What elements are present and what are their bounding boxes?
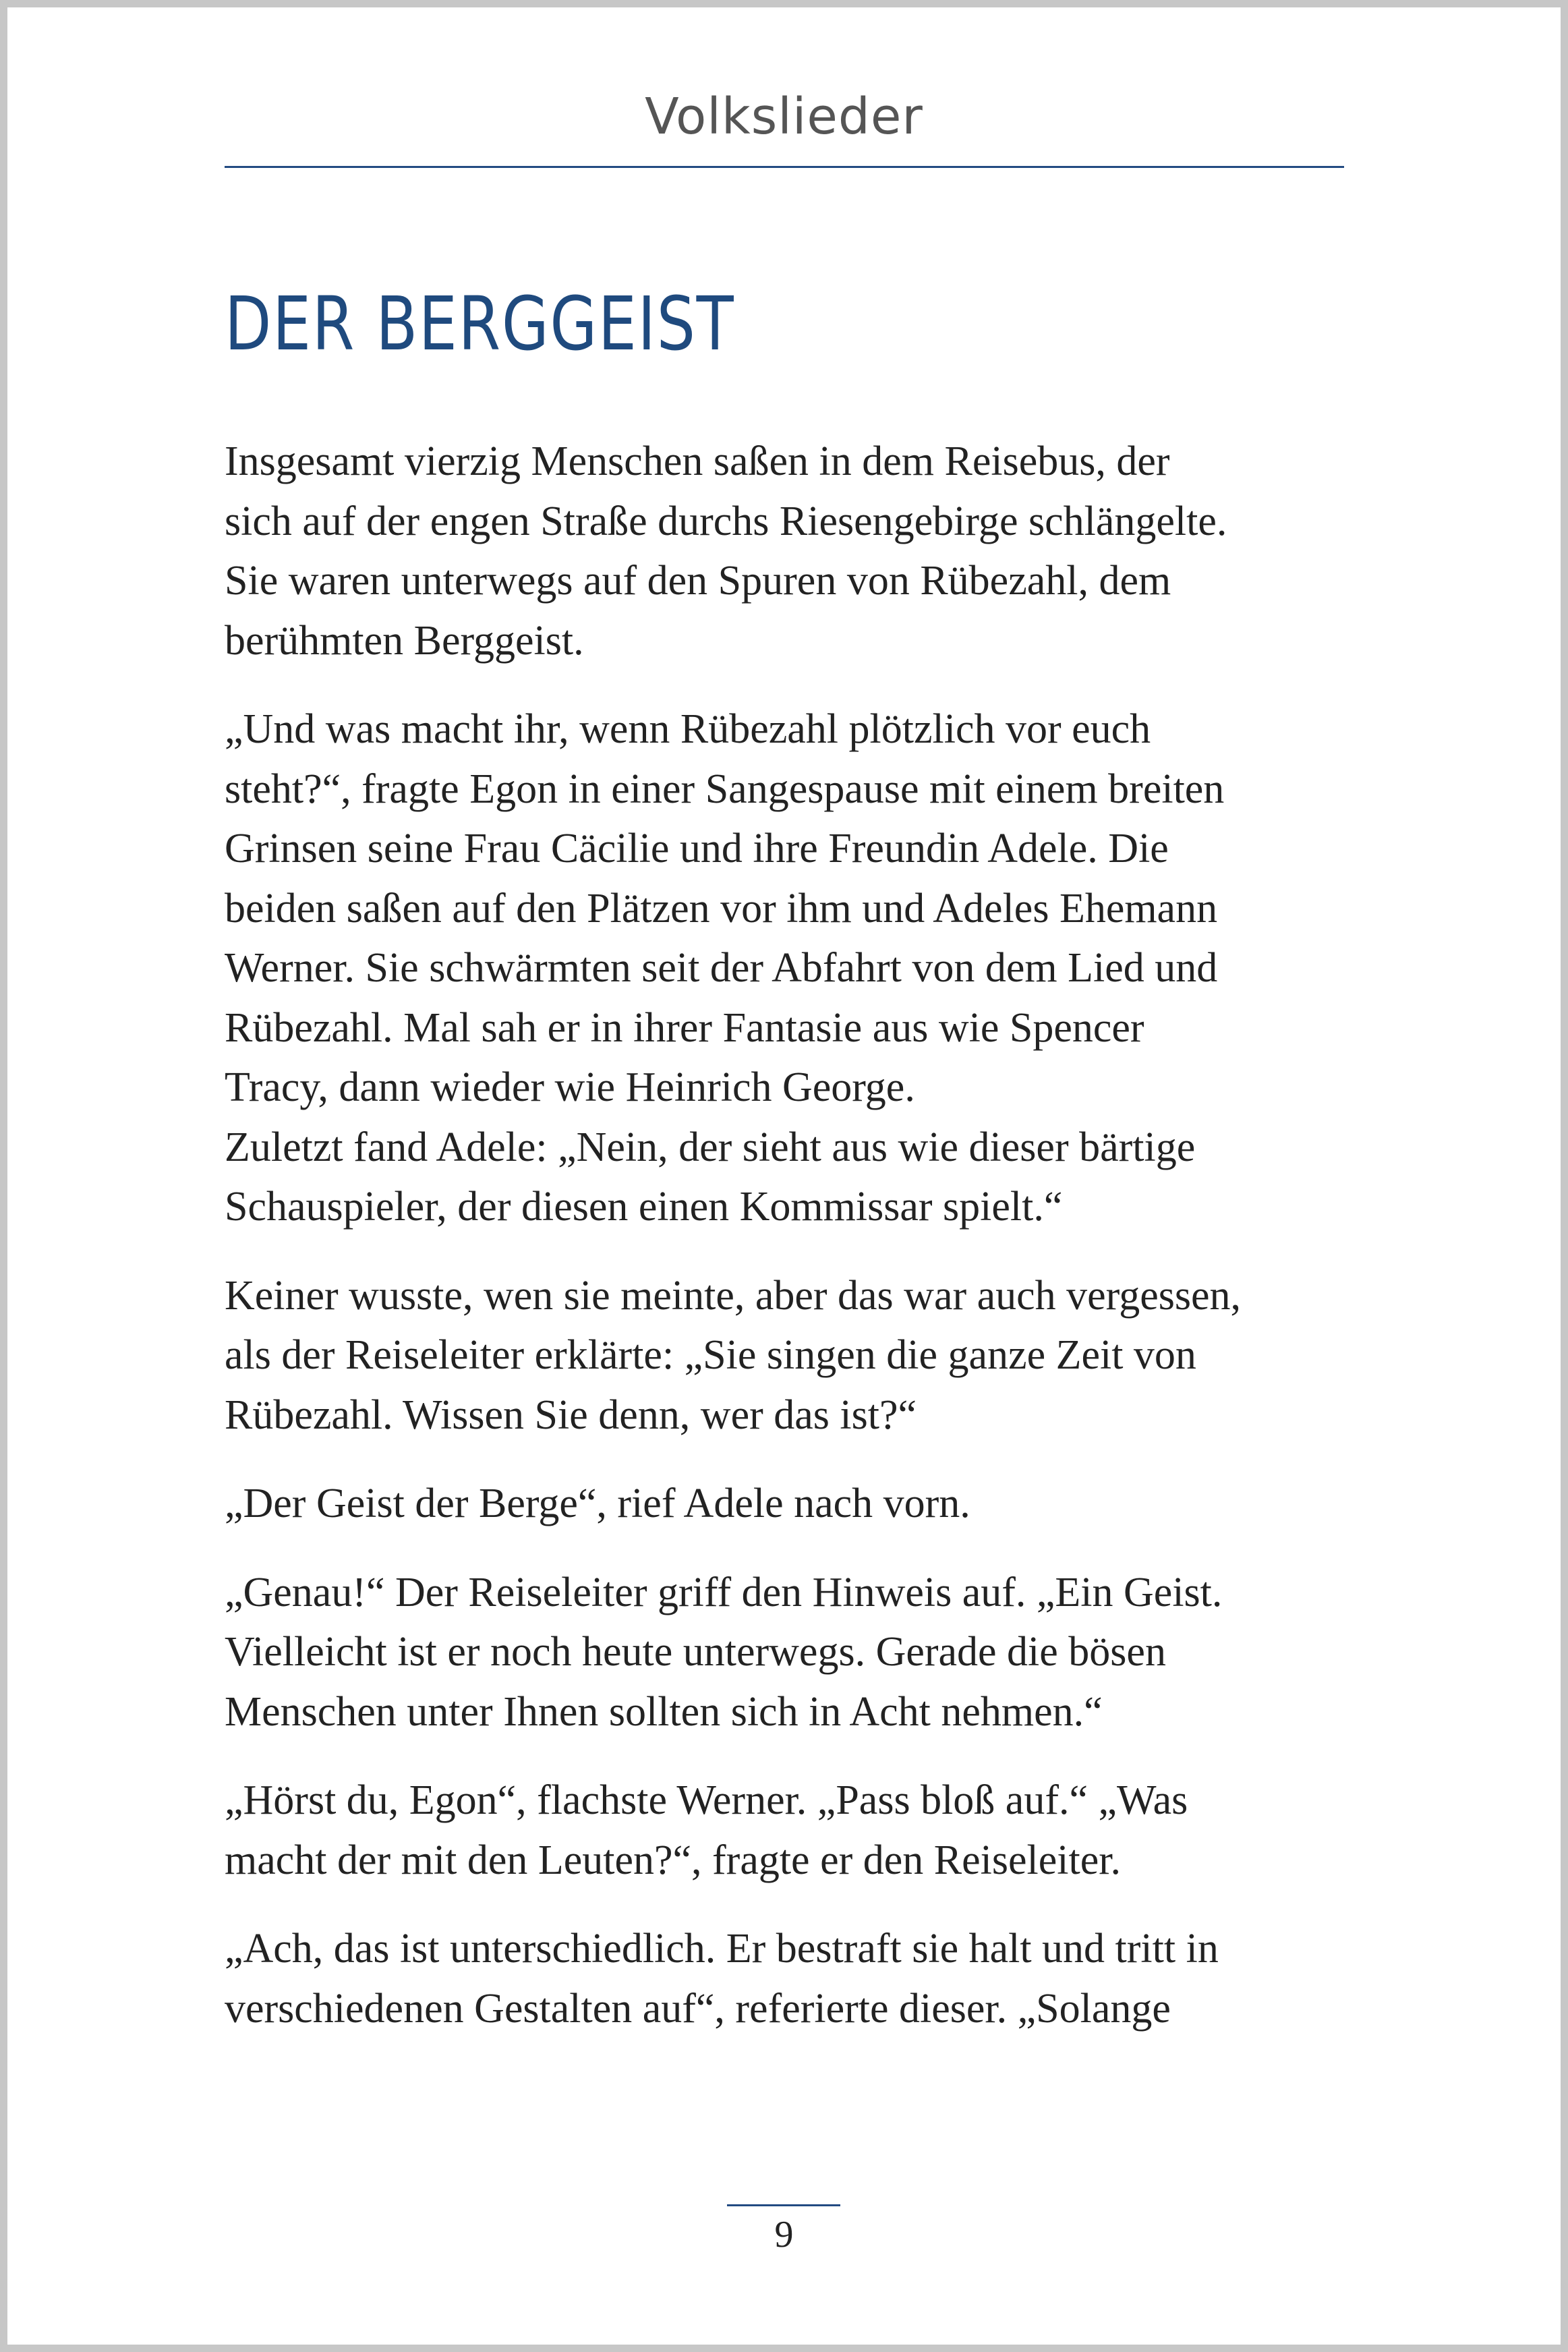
text-line: Tracy, dann wieder wie Heinrich George. <box>225 1064 915 1110</box>
paragraph <box>225 1474 1371 1534</box>
body-text <box>225 432 1371 2067</box>
text-line: „Der Geist der Berge“, rief Adele nach vorn. <box>225 1481 970 1526</box>
paragraph <box>225 1771 1371 1890</box>
text-line: steht?“, fragte Egon in einer Sangespause mit einem breiten <box>225 766 1225 812</box>
text-line: Rübezahl. Mal sah er in ihrer Fantasie aus wie Spencer <box>225 1004 1144 1051</box>
paragraph <box>225 1266 1371 1445</box>
text-line: Grinsen seine Frau Cäcilie und ihre Freundin Adele. Die <box>225 826 1169 871</box>
paragraph <box>225 1563 1371 1742</box>
paragraph <box>225 699 1371 1118</box>
text-line: Werner. Sie schwärmten seit der Abfahrt von dem Lied und <box>225 945 1218 991</box>
text-line: Insgesamt vierzig Menschen saßen in dem Reisebus, der <box>225 438 1170 484</box>
text-line: verschiedenen Gestalten auf“, referierte dieser. „Solange <box>225 1985 1171 2032</box>
text-line: beiden saßen auf den Plätzen vor ihm und Adeles Ehemann <box>225 885 1218 931</box>
footer-rule <box>727 2204 840 2206</box>
text-line: als der Reiseleiter erklärte: „Sie singen die ganze Zeit von <box>225 1332 1196 1378</box>
text-line: „Und was macht ihr, wenn Rübezahl plötzlich vor euch <box>225 706 1151 752</box>
text-line: sich auf der engen Straße durchs Riesengebirge schlängelte. <box>225 498 1227 544</box>
text-line: Zuletzt fand Adele: „Nein, der sieht aus wie dieser bärtige <box>225 1124 1196 1170</box>
text-line: Menschen unter Ihnen sollten sich in Acht nehmen.“ <box>225 1688 1103 1735</box>
paragraph <box>225 432 1371 670</box>
header-rule <box>225 166 1344 168</box>
text-line: „Hörst du, Egon“, flachste Werner. „Pass bloß auf.“ „Was <box>225 1777 1188 1823</box>
text-line: Rübezahl. Wissen Sie denn, wer das ist?“ <box>225 1392 917 1438</box>
text-line: „Genau!“ Der Reiseleiter griff den Hinweis auf. „Ein Geist. <box>225 1569 1223 1615</box>
text-line: „Ach, das ist unterschiedlich. Er bestraft sie halt und tritt in <box>225 1926 1219 1972</box>
text-line: macht der mit den Leuten?“, fragte er den Reiseleiter. <box>225 1837 1121 1883</box>
running-header: Volkslieder <box>645 88 923 146</box>
text-line: Schauspieler, der diesen einen Kommissar spielt.“ <box>225 1184 1063 1230</box>
text-line: Vielleicht ist er noch heute unterwegs. Gerade die bösen <box>225 1629 1166 1675</box>
paragraph <box>225 1118 1371 1237</box>
text-line: Keiner wusste, wen sie meinte, aber das war auch vergessen, <box>225 1272 1241 1319</box>
paragraph <box>225 1919 1371 2038</box>
text-line: berühmten Berggeist. <box>225 617 584 664</box>
page-number: 9 <box>774 2214 794 2256</box>
text-line: Sie waren unterwegs auf den Spuren von Rübezahl, dem <box>225 558 1171 604</box>
chapter-title: DER BERGGEIST <box>225 281 735 367</box>
